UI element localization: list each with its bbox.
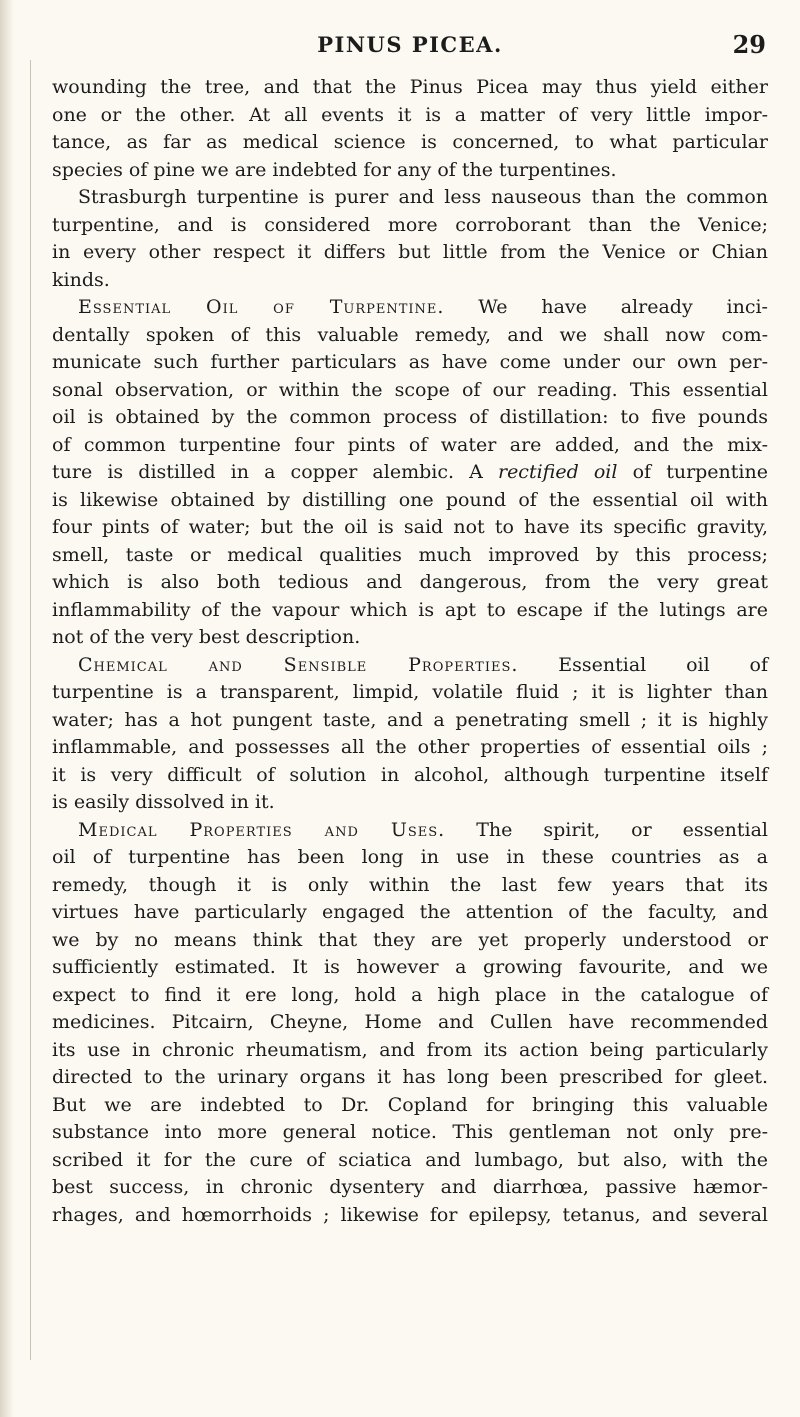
text-line: scribed it for the cure of sciatica and lumbago, but also, with the (52, 1148, 768, 1171)
text-line: inflammability of the vapour which is apt to escape if the lutings are (52, 598, 768, 621)
text-line (52, 652, 768, 680)
text-line: turpentine, and is considered more corroborant than the Venice; (52, 213, 768, 236)
running-title: PINUS PICEA. (317, 32, 503, 57)
section-heading-medical-properties: Medical Properties and Uses. (78, 818, 446, 841)
text-line: remedy, though it is only within the last few years that its (52, 873, 768, 896)
text-line: turpentine is a transparent, limpid, volatile fluid ; it is lighter than (52, 681, 768, 703)
paragraph-essential-oil (52, 294, 768, 652)
text-line: is likewise obtained by distilling one pound of the essential oil with (52, 488, 768, 511)
paragraph-strasburgh-turpentine (52, 184, 768, 294)
text-line: oil is obtained by the common process of distillation: to five pounds (52, 406, 768, 428)
text-line: directed to the urinary organs it has long been prescribed for gleet. (52, 1066, 768, 1088)
text-line: which is also both tedious and dangerous, from the very great (52, 571, 768, 593)
text-run: Essential oil of (518, 653, 769, 676)
text-line: is easily dissolved in it. (52, 791, 275, 813)
paragraph-chemical-properties (52, 652, 768, 817)
text-line: species of pine we are indebted for any of the turpentines. (52, 158, 617, 181)
text-run: of turpentine (617, 461, 768, 483)
text-line: But we are indebted to Dr. Copland for bringing this valuable (52, 1093, 768, 1116)
text-line: tance, as far as medical science is concerned, to what particular (52, 131, 768, 153)
text-line: four pints of water; but the oil is said not to have its specific gravity, (52, 516, 768, 538)
text-line (52, 459, 768, 487)
text-line: sonal observation, or within the scope of our reading. This essential (52, 378, 768, 401)
text-run: We have already inci- (444, 296, 768, 318)
text-line (52, 817, 768, 845)
text-line: we by no means think that they are yet properly understood or (52, 928, 768, 951)
text-line: substance into more general notice. This gentleman not only pre- (52, 1121, 768, 1143)
page-header (52, 32, 768, 68)
text-line: its use in chronic rheumatism, and from its action being particularly (52, 1038, 768, 1061)
text-line: smell, taste or medical qualities much improved by this process; (52, 543, 768, 566)
text-line: best success, in chronic dysentery and diarrhœa, passive hæmor- (52, 1176, 768, 1198)
text-line (52, 294, 768, 322)
text-line: medicines. Pitcairn, Cheyne, Home and Cullen have recommended (52, 1011, 768, 1033)
text-line: of common turpentine four pints of water are added, and the mix- (52, 433, 768, 456)
text-line: not of the very best description. (52, 626, 361, 648)
text-run: ture is distilled in a copper alembic. A (52, 461, 498, 483)
text-line: it is very difficult of solution in alcohol, although turpentine itself (52, 763, 768, 786)
text-line: Strasburgh turpentine is purer and less nauseous than the common (78, 186, 768, 208)
text-run: The spirit, or essential (445, 818, 768, 841)
text-line: sufficiently estimated. It is however a growing favourite, and we (52, 956, 768, 978)
text-line: wounding the tree, and that the Pinus Picea may thus yield either (52, 76, 768, 98)
section-heading-essential-oil: Essential Oil of Turpentine. (78, 296, 445, 318)
text-line: water; has a hot pungent taste, and a penetrating smell ; it is highly (52, 708, 768, 731)
section-heading-chemical-properties: Chemical and Sensible Properties. (78, 653, 519, 676)
text-line: inflammable, and possesses all the other properties of essential oils ; (52, 736, 768, 758)
paragraph-medical-properties (52, 817, 768, 1230)
paragraph-pinus-picea-continued (52, 74, 768, 184)
text-line: dentally spoken of this valuable remedy, and we shall now com- (52, 323, 768, 346)
text-line: municate such further particulars as have come under our own per- (52, 351, 768, 373)
page-gutter-shadow (0, 0, 14, 1417)
text-line: kinds. (52, 268, 110, 291)
text-line: in every other respect it differs but little from the Venice or Chian (52, 241, 768, 263)
page-number: 29 (732, 30, 766, 59)
text-line: rhages, and hœmorrhoids ; likewise for epilepsy, tetanus, and several (52, 1203, 768, 1226)
italic-term: rectified oil (497, 461, 618, 483)
text-line: virtues have particularly engaged the attention of the faculty, and (52, 901, 768, 923)
binding-edge-line (30, 60, 31, 1360)
text-line: oil of turpentine has been long in use in these countries as a (52, 846, 768, 868)
text-line: one or the other. At all events it is a matter of very little impor- (52, 103, 768, 126)
text-line: expect to find it ere long, hold a high place in the catalogue of (52, 983, 768, 1006)
body-text (52, 74, 768, 1229)
